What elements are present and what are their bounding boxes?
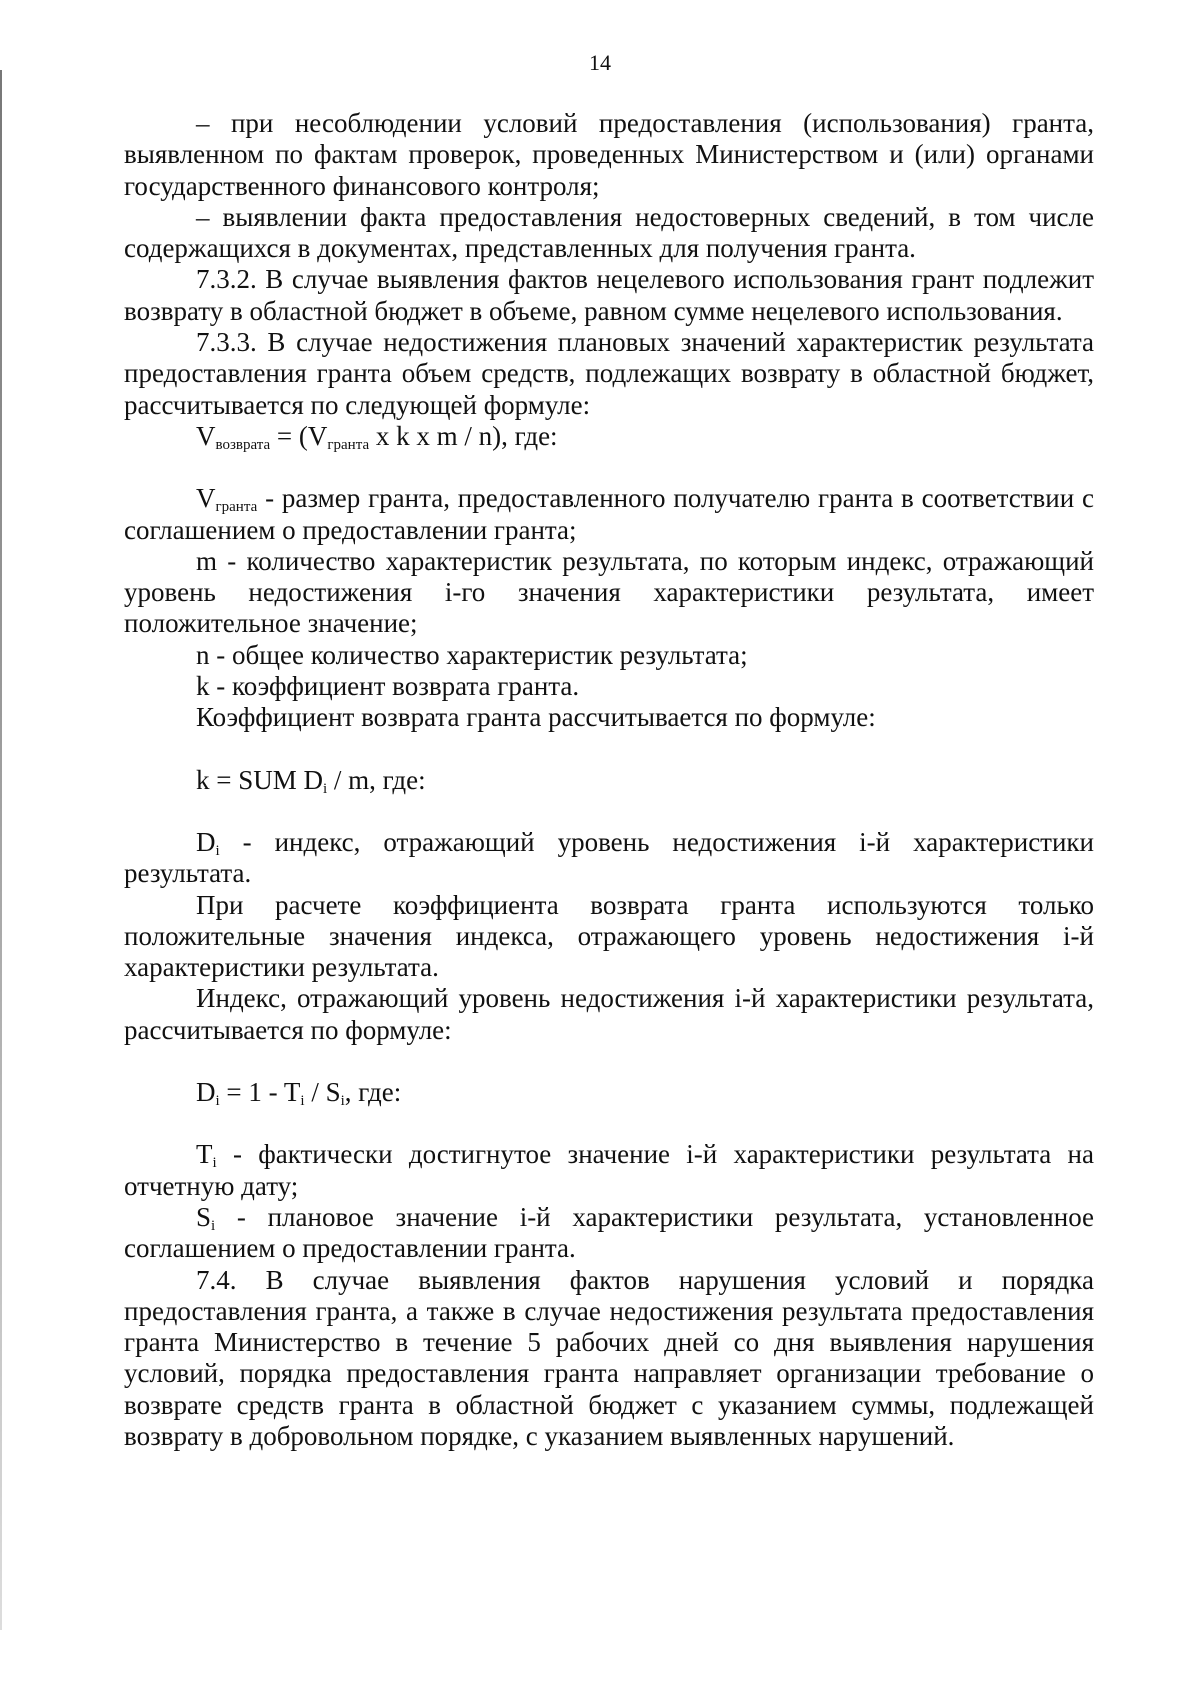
paragraph-7-3-2: 7.3.2. В случае выявления фактов нецелевого использования грант подлежит возврату в областной бюджет в объеме, равном сумме нецелевого использования. [124, 264, 1094, 326]
formula-v-grant-sub: гранта [327, 436, 370, 453]
formula-d-lhs: D [196, 1077, 216, 1108]
page-number: 14 [589, 50, 611, 75]
symbol-s-sub: i [211, 1217, 216, 1234]
symbol-t-sub: i [212, 1155, 217, 1172]
formula-d-t-sub: i [300, 1093, 305, 1110]
formula-refund-volume [124, 421, 1094, 452]
document-body [124, 108, 1094, 1452]
paragraph-7-4: 7.4. В случае выявления фактов нарушения условий и порядка предоставления гранта, а также в случае недостижения результата предоставления гранта Министерство в течение 5 рабочих дней со дня выявления нарушения условий, порядка предоставления гранта направляет организации требование о возврате средств гранта в областной бюджет с указанием суммы, подлежащей возврату в добровольном порядке, с указанием выявленных нарушений. [124, 1264, 1094, 1451]
formula-v-lhs-sub: возврата [215, 436, 271, 453]
symbol-s: S [196, 1201, 212, 1232]
paragraph-violation-conditions: – при несоблюдении условий предоставления (использования) гранта, выявленном по фактам проверок, проведенных Министерством и (или) органами государственного финансового контроля; [124, 108, 1094, 201]
formula-v-eq: = (V [270, 420, 328, 451]
formula-d [124, 1077, 1094, 1108]
definition-m: m - количество характеристик результата, по которым индекс, отражающий уровень недостижения i-го значения характеристики результата, имеет положительное значение; [124, 545, 1094, 639]
scan-edge [0, 70, 2, 1630]
formula-d-rest: , где: [344, 1077, 402, 1108]
definition-s-text: - плановое значение i-й характеристики результата, установленное соглашением о предоставлении гранта. [124, 1201, 1095, 1264]
symbol-d: D [196, 826, 216, 857]
definition-s [124, 1202, 1094, 1265]
formula-d-lhs-sub: i [215, 1093, 220, 1110]
formula-v-rest: x k x m / n), где: [369, 420, 558, 451]
definition-t-text: - фактически достигнутое значение i-й характеристики результата на отчетную дату; [124, 1139, 1094, 1201]
definition-k: k - коэффициент возврата гранта. [196, 671, 580, 702]
formula-k-sub: i [323, 780, 328, 797]
paragraph-7-3-3: 7.3.3. В случае недостижения плановых значений характеристик результата предоставления гранта объем средств, подлежащих возврату в областной бюджет, рассчитывается по следующей формуле: [124, 327, 1094, 420]
formula-d-s-sub: i [340, 1093, 345, 1110]
definition-v-grant [124, 483, 1094, 546]
formula-d-slash: / S [304, 1077, 341, 1108]
definition-d [124, 827, 1094, 890]
symbol-v-sub: гранта [215, 499, 258, 516]
formula-d-mid: = 1 - T [219, 1077, 301, 1108]
paragraph-d-intro: Индекс, отражающий уровень недостижения i-й характеристики результата, рассчитывается по формуле: [124, 983, 1094, 1045]
definition-d-text: - индекс, отражающий уровень недостижения i-й характеристики результата. [124, 826, 1094, 889]
formula-k [124, 765, 1094, 796]
definition-n: n - общее количество характеристик результата; [196, 639, 748, 670]
formula-v-lhs: V [196, 420, 216, 451]
formula-k-lhs: k = SUM D [196, 764, 323, 795]
formula-k-rest: / m, где: [327, 764, 426, 795]
paragraph-false-information: – выявлении факта предоставления недостоверных сведений, в том числе содержащихся в документах, представленных для получения гранта. [124, 201, 1094, 264]
definition-v-grant-text: - размер гранта, предоставленного получателю гранта в соответствии с соглашением о предоставлении гранта; [124, 483, 1094, 545]
paragraph-positive-values: При расчете коэффициента возврата гранта используются только положительные значения индекса, отражающего уровень недостижения i-й характеристики результата. [124, 889, 1094, 983]
definition-t [124, 1139, 1094, 1202]
symbol-d-sub: i [215, 842, 220, 859]
paragraph-k-intro: Коэффициент возврата гранта рассчитывается по формуле: [196, 702, 876, 733]
symbol-t: T [196, 1139, 213, 1170]
symbol-v: V [196, 483, 216, 514]
